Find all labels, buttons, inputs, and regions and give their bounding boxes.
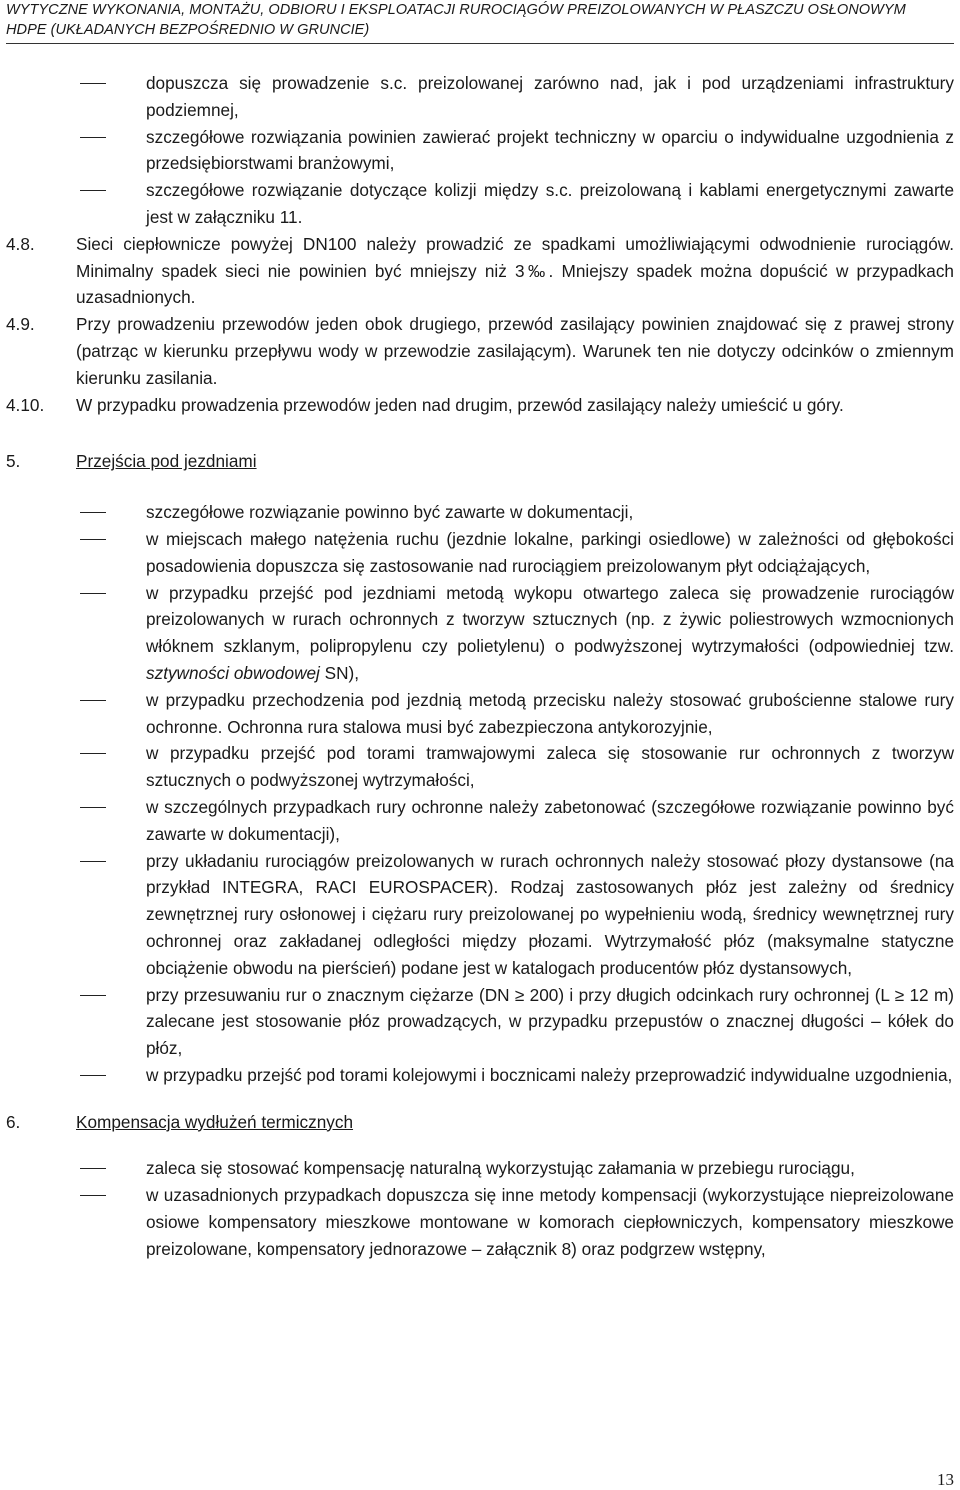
header-line-1: WYTYCZNE WYKONANIA, MONTAŻU, ODBIORU I EKSPLOATACJI RUROCIĄGÓW PREIZOLOWANYCH W PŁASZCZU OSŁONOWYM bbox=[6, 2, 906, 18]
list-item: w przypadku przejść pod torami tramwajowymi zaleca się stosowanie rur ochronnych z tworzyw sztucznych o podwyższonej wytrzymałości, bbox=[0, 740, 960, 794]
page-number: 13 bbox=[937, 1470, 954, 1489]
section-6-bullet-list bbox=[0, 1155, 960, 1262]
document-body bbox=[0, 70, 960, 1263]
dash-bullet bbox=[80, 995, 106, 996]
list-item: w przypadku przejść pod jezdniami metodą wykopu otwartego zaleca się prowadzenie rurociągów preizolowanych w rurach ochronnych z tworzyw sztucznych (np. z żywic poliestrowych wzmocnionych włóknem szklanym, polipropylenu czy polietylenu) o podwyższonej wytrzymałości (odpowiedniej tzw. sztywności obwodowej SN), bbox=[0, 580, 960, 687]
list-item: szczegółowe rozwiązanie powinno być zawarte w dokumentacji, bbox=[0, 499, 960, 526]
section-6-heading: 6. Kompensacja wydłużeń termicznych bbox=[6, 1111, 354, 1132]
section-5-heading: 5. Przejścia pod jezdniami bbox=[6, 451, 257, 472]
dash-bullet bbox=[80, 861, 106, 862]
intro-bullet-list bbox=[0, 70, 960, 231]
dash-bullet bbox=[80, 1075, 106, 1076]
header-line-2: HDPE (UKŁADANYCH BEZPOŚREDNIO W GRUNCIE) bbox=[6, 22, 370, 38]
section-5-bullet-list bbox=[0, 499, 960, 1089]
item-4-10: 4.10. W przypadku prowadzenia przewodów jeden nad drugim, przewód zasilający należy umieścić u góry. bbox=[6, 394, 844, 415]
item-4-8: 4.8. Sieci ciepłownicze powyżej DN100 należy prowadzić ze spadkami umożliwiającymi odwodnienie rurociągów. Minimalny spadek sieci nie powinien być mniejszy niż 3‰. Mniejszy spadek można dopuścić w przypadkach uzasadnionych. bbox=[6, 233, 954, 308]
dash-bullet bbox=[80, 83, 106, 84]
dash-bullet bbox=[80, 753, 106, 754]
list-item: szczegółowe rozwiązanie dotyczące kolizji między s.c. preizolowaną i kablami energetycznymi zawarte jest w załączniku 11. bbox=[0, 177, 960, 231]
dash-bullet bbox=[80, 593, 106, 594]
dash-bullet bbox=[80, 1168, 106, 1169]
dash-bullet bbox=[80, 512, 106, 513]
list-item: w przypadku przechodzenia pod jezdnią metodą przecisku należy stosować grubościenne stalowe rury ochronne. Ochronna rura stalowa musi być zabezpieczona antykorozyjnie, bbox=[0, 687, 960, 741]
dash-bullet bbox=[80, 700, 106, 701]
list-item: w szczególnych przypadkach rury ochronne należy zabetonować (szczegółowe rozwiązanie powinno być zawarte w dokumentacji), bbox=[0, 794, 960, 848]
document-header bbox=[6, 0, 954, 44]
dash-bullet bbox=[80, 539, 106, 540]
list-item: szczegółowe rozwiązania powinien zawierać projekt techniczny w oparciu o indywidualne uzgodnienia z przedsiębiorstwami branżowymi, bbox=[0, 124, 960, 178]
dash-bullet bbox=[80, 1195, 106, 1196]
list-item: w miejscach małego natężenia ruchu (jezdnie lokalne, parkingi osiedlowe) w zależności od głębokości posadowienia dopuszcza się zastosowanie nad rurociągiem preizolowanym płyt odciążających, bbox=[0, 526, 960, 580]
item-4-9: 4.9. Przy prowadzeniu przewodów jeden obok drugiego, przewód zasilający powinien znajdować się z prawej strony (patrząc w kierunku przepływu wody w przewodzie zasilającym). Warunek ten nie dotyczy odcinków o zmiennym kierunku zasilania. bbox=[6, 314, 954, 388]
list-item: przy układaniu rurociągów preizolowanych w rurach ochronnych należy stosować płozy dystansowe (na przykład INTEGRA, RACI EUROSPACER). Rodzaj zastosowanych płóz jest zależny od średnicy zewnętrznej rury osłonowej i ciężaru rury preizolowanej po wypełnieniu wodą, średnicy wewnętrznej rury ochronnej oraz zakładanej odległości między płozami. Wytrzymałość płóz (maksymalne statyczne obciążenie obwodu na pierścień) podane jest w katalogach producentów płóz dystansowych, bbox=[0, 848, 960, 982]
list-item: przy przesuwaniu rur o znacznym ciężarze (DN ≥ 200) i przy długich odcinkach rury ochronnej (L ≥ 12 m) zalecane jest stosowanie płóz prowadzących, w przypadku przepustów o znacznej długości – kółek do płóz, bbox=[0, 982, 960, 1062]
list-item: w przypadku przejść pod torami kolejowymi i bocznicami należy przeprowadzić indywidualne uzgodnienia, bbox=[0, 1062, 960, 1089]
list-item: w uzasadnionych przypadkach dopuszcza się inne metody kompensacji (wykorzystujące niepreizolowane osiowe kompensatory mieszkowe montowane w komorach ciepłowniczych, kompensatory mieszkowe preizolowane, kompensatory jednorazowe – załącznik 8) oraz podgrzew wstępny, bbox=[0, 1182, 960, 1262]
dash-bullet bbox=[80, 137, 106, 138]
dash-bullet bbox=[80, 190, 106, 191]
dash-bullet bbox=[80, 807, 106, 808]
list-item: zaleca się stosować kompensację naturalną wykorzystując załamania w przebiegu rurociągu, bbox=[0, 1155, 960, 1182]
list-item: dopuszcza się prowadzenie s.c. preizolowanej zarówno nad, jak i pod urządzeniami infrastruktury podziemnej, bbox=[0, 70, 960, 124]
